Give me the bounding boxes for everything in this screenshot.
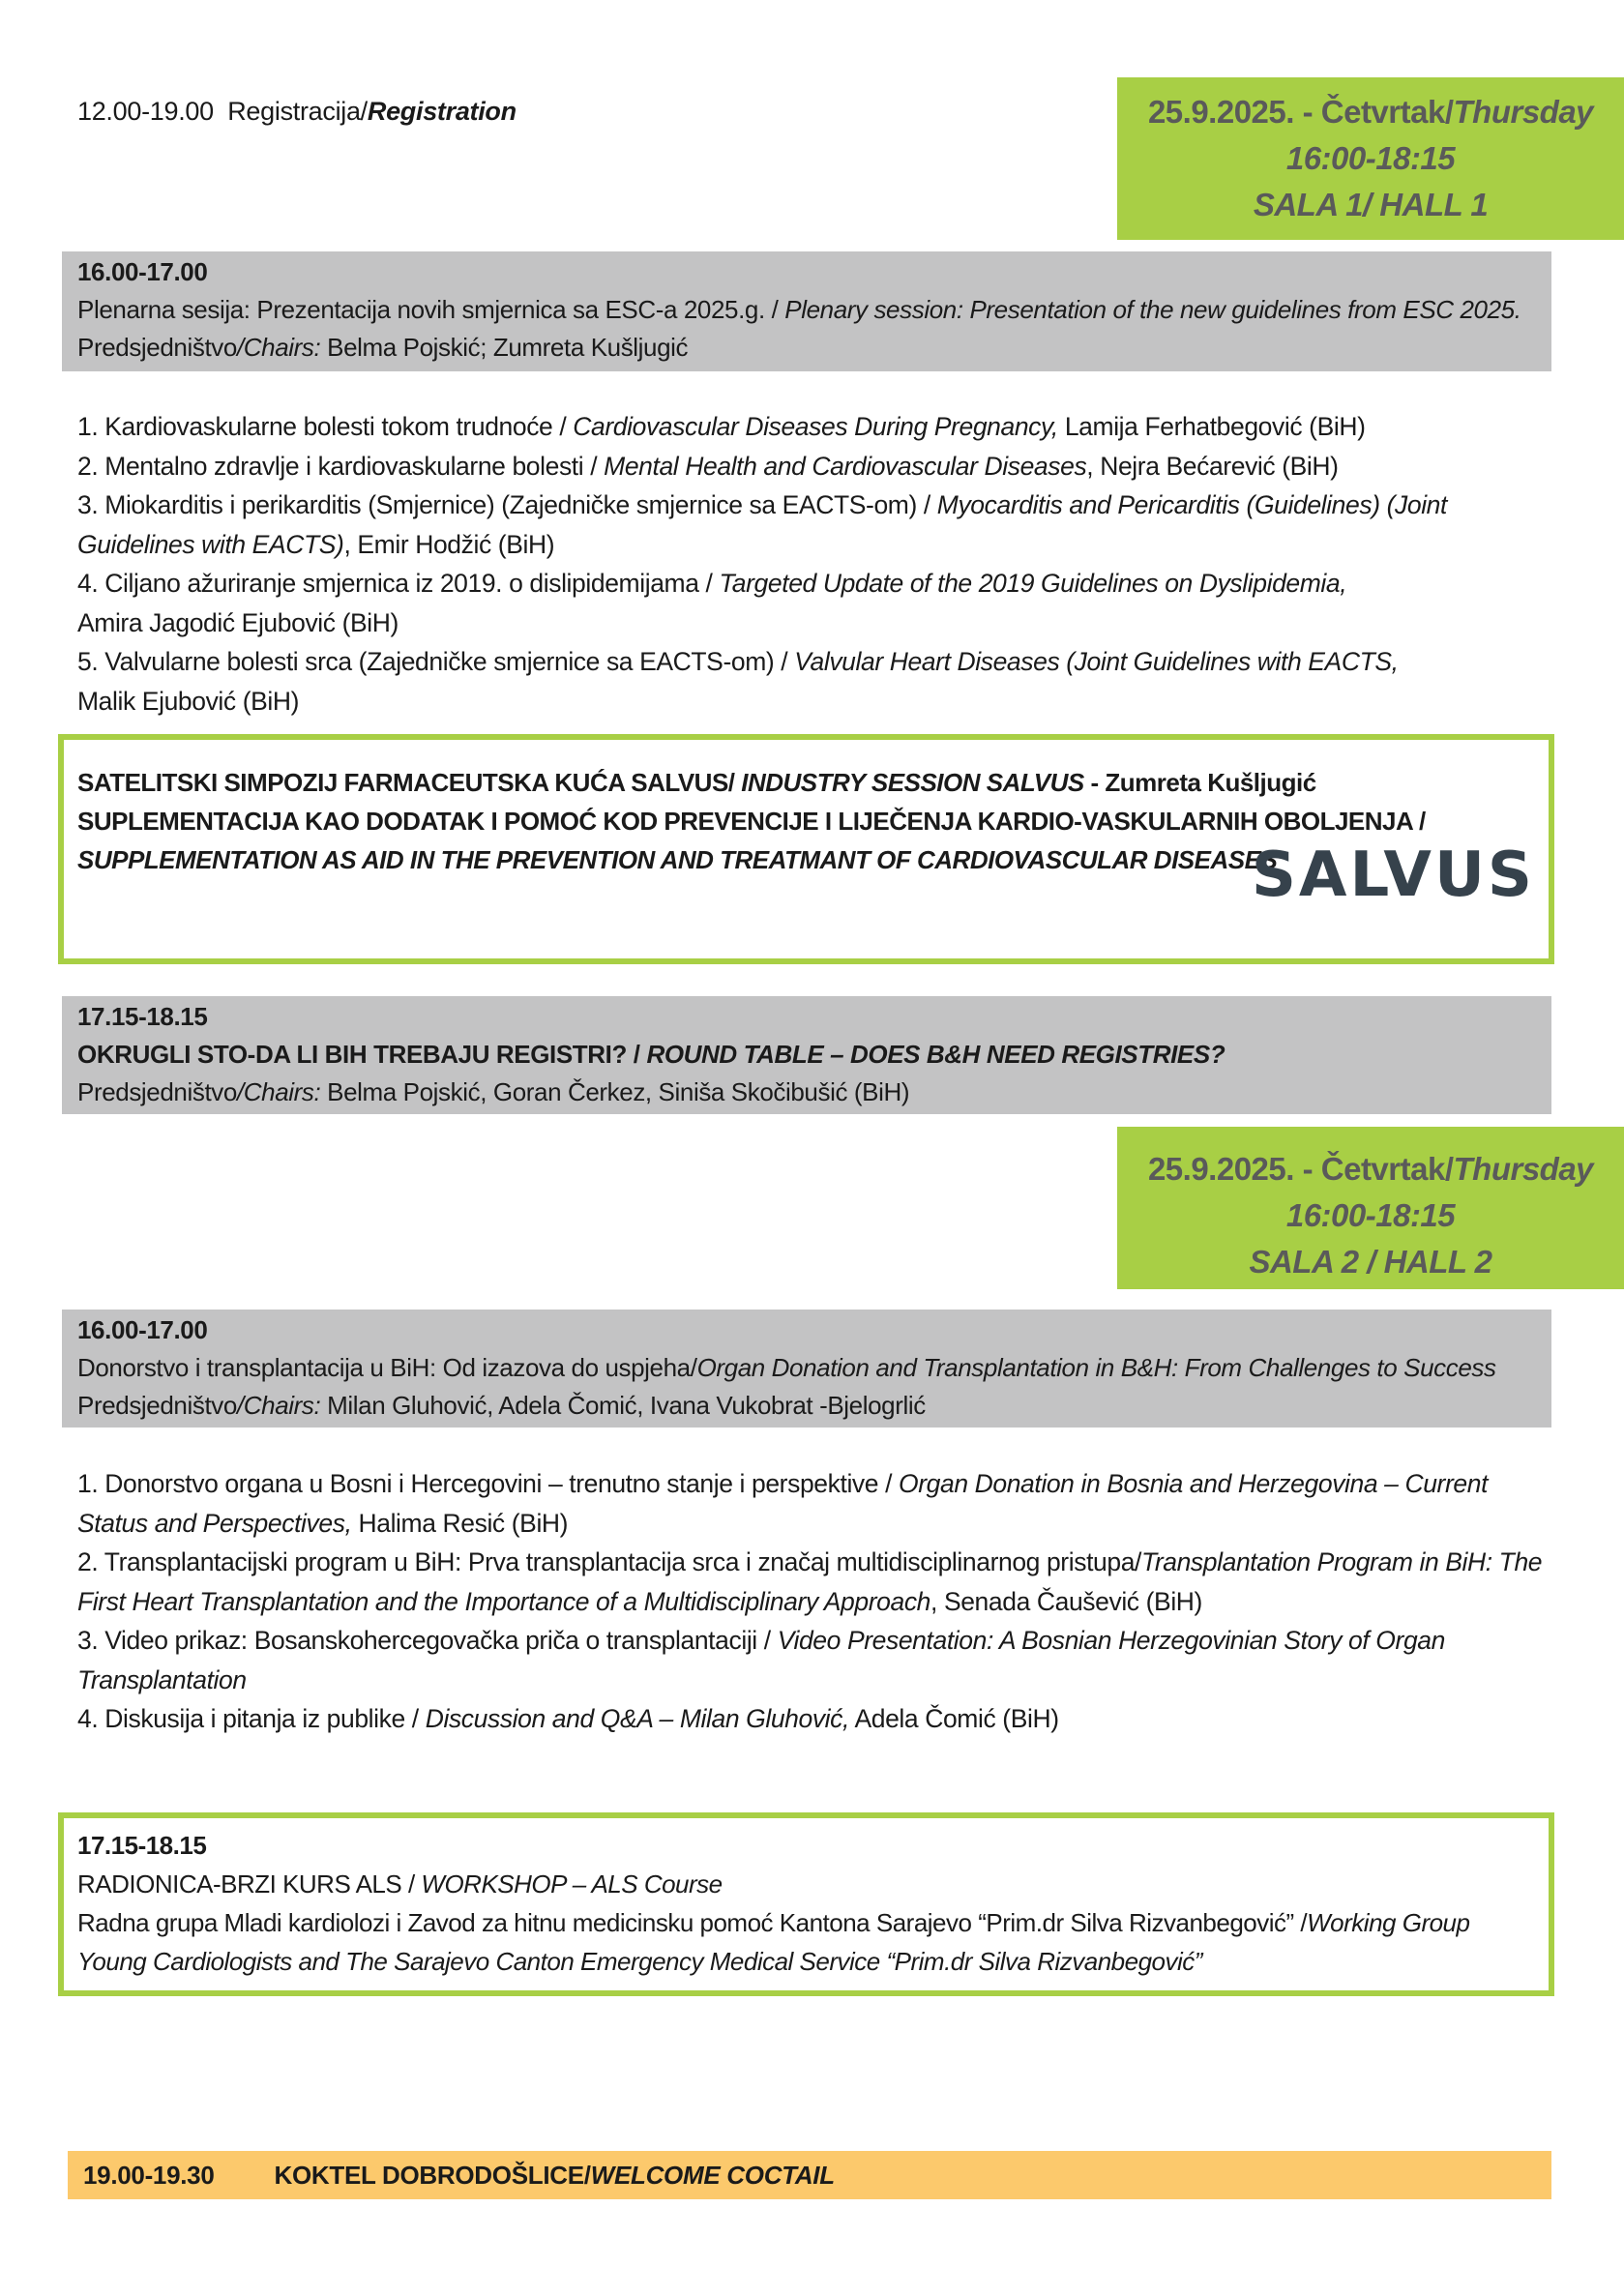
roundtable-chairs-label: Predsjedništvo	[77, 1077, 237, 1106]
list-item	[77, 1621, 1548, 1699]
talk-speaker: Adela Čomić (BiH)	[848, 1704, 1059, 1733]
list-item	[77, 486, 1548, 564]
salvus-session-box	[58, 734, 1554, 964]
plenary-time: 16.00-17.00	[77, 257, 208, 286]
roundtable-title: OKRUGLI STO-DA LI BIH TREBAJU REGISTRI? /	[77, 1040, 647, 1069]
list-item	[77, 1699, 1548, 1739]
roundtable-chairs: Belma Pojskić, Goran Čerkez, Siniša Skočibušić (BiH)	[320, 1077, 910, 1106]
talk-title-en: Myocarditis and Pericarditis (Guidelines) (Joint Guidelines with EACTS)	[77, 490, 1447, 559]
hall2-date: 25.9.2025. - Četvrtak/	[1147, 1151, 1454, 1187]
donation-title-en: Organ Donation and Transplantation in B&H: From Challenges to Success	[696, 1353, 1496, 1382]
donation-chairs-label: Predsjedništvo	[77, 1391, 237, 1420]
talk-speaker: Halima Resić (BiH)	[351, 1508, 569, 1538]
talk-speaker: Amira Jagodić Ejubović (BiH)	[77, 607, 399, 637]
talk-title: 2. Mentalno zdravlje i kardiovaskularne bolesti /	[77, 451, 605, 481]
workshop-time: 17.15-18.15	[77, 1831, 207, 1860]
talk-title: 2. Transplantacijski program u BiH: Prva transplantacija srca i značaj multidisciplinarnog pristupa/	[77, 1547, 1142, 1576]
salvus-logo: SALVUS	[1251, 839, 1535, 911]
plenary-title: Plenarna sesija: Prezentacija novih smjernica sa ESC-a 2025.g. /	[77, 295, 785, 324]
roundtable-title-en: ROUND TABLE – DOES B&H NEED REGISTRIES?	[646, 1040, 1225, 1069]
cocktail-time: 19.00-19.30	[83, 2161, 215, 2190]
registration-time: 12.00-19.00	[77, 97, 214, 126]
workshop-group: Radna grupa Mladi kardiolozi i Zavod za hitnu medicinsku pomoć Kantona Sarajevo “Prim.dr Silva Rizvanbegović” /	[77, 1908, 1308, 1937]
workshop-box	[58, 1812, 1554, 1996]
plenary-chairs-label: Predsjedništvo	[77, 333, 237, 362]
registration-line	[77, 97, 517, 127]
workshop-title: RADIONICA-BRZI KURS ALS /	[77, 1869, 422, 1899]
salvus-line1: SATELITSKI SIMPOZIJ FARMACEUTSKA KUĆA SALVUS/	[77, 768, 742, 797]
talk-speaker: , Senada Čaušević (BiH)	[930, 1586, 1202, 1616]
cocktail-title: KOKTEL DOBRODOŠLICE/	[274, 2161, 591, 2190]
hall1-header	[1117, 77, 1624, 240]
salvus-line2-en: SUPPLEMENTATION AS AID IN THE PREVENTION AND TREATMANT OF CARDIOVASCULAR DISEASES	[77, 845, 1278, 874]
plenary-chairs-label-en: /Chairs:	[236, 333, 321, 362]
roundtable-time: 17.15-18.15	[77, 1002, 208, 1031]
cocktail-title-en: WELCOME COCTAIL	[590, 2161, 835, 2190]
talk-speaker: Malik Ejubović (BiH)	[77, 686, 300, 716]
talk-title: 4. Diskusija i pitanja iz publike /	[77, 1704, 426, 1733]
roundtable-chairs-label-en: /Chairs:	[236, 1077, 321, 1106]
talk-title: 3. Video prikaz: Bosanskohercegovačka priča o transplantaciji /	[77, 1626, 778, 1655]
talk-title-en: Organ Donation in Bosnia and Herzegovina – Current Status and Perspectives,	[77, 1469, 1489, 1538]
talk-title: 3. Miokarditis i perikarditis (Smjernice) (Zajedničke smjernice sa EACTS-om) /	[77, 490, 937, 519]
talk-title: 5. Valvularne bolesti srca (Zajedničke smjernice sa EACTS-om) /	[77, 647, 795, 676]
hall1-time: 16:00-18:15	[1285, 140, 1456, 176]
donation-session-header	[62, 1310, 1551, 1428]
donation-talk-list	[77, 1464, 1548, 1739]
talk-title-en: Valvular Heart Diseases (Joint Guidelines with EACTS,	[794, 647, 1399, 676]
hall1-date-en: Thursday	[1453, 94, 1594, 130]
plenary-session-header	[62, 251, 1551, 371]
donation-title: Donorstvo i transplantacija u BiH: Od izazova do uspjeha/	[77, 1353, 697, 1382]
list-item	[77, 447, 1548, 486]
list-item	[77, 1543, 1548, 1621]
plenary-chairs: Belma Pojskić; Zumreta Kušljugić	[320, 333, 689, 362]
hall2-date-en: Thursday	[1453, 1151, 1594, 1187]
donation-time: 16.00-17.00	[77, 1315, 208, 1344]
talk-speaker: , Nejra Bećarević (BiH)	[1086, 451, 1339, 481]
salvus-line2: SUPLEMENTACIJA KAO DODATAK I POMOĆ KOD PREVENCIJE I LIJEČENJA KARDIO-VASKULARNIH OBOLJENJA /	[77, 807, 1426, 836]
talk-title-en: Mental Health and Cardiovascular Diseases	[604, 451, 1087, 481]
list-item	[77, 1464, 1548, 1543]
list-item	[77, 407, 1548, 447]
list-item	[77, 564, 1548, 642]
hall2-hall: SALA 2 / HALL 2	[1249, 1244, 1492, 1280]
donation-chairs: Milan Gluhović, Adela Čomić, Ivana Vukobrat -Bjelogrlić	[320, 1391, 926, 1420]
talk-title: 4. Ciljano ažuriranje smjernica iz 2019. o dislipidemijama /	[77, 569, 720, 598]
talk-title-en: Transplantation Program in BiH: The First Heart Transplantation and the Importance of a Multidisciplinary Approach	[77, 1547, 1543, 1616]
registration-label: Registracija/	[227, 97, 368, 126]
hall2-header	[1117, 1127, 1624, 1289]
list-item	[77, 642, 1548, 721]
plenary-talk-list	[77, 407, 1548, 721]
talk-speaker: , Emir Hodžić (BiH)	[343, 529, 555, 559]
workshop-title-en: WORKSHOP – ALS Course	[421, 1869, 723, 1899]
talk-speaker: Lamija Ferhatbegović (BiH)	[1057, 412, 1366, 441]
workshop-group-en: Working Group Young Cardiologists and The Sarajevo Canton Emergency Medical Service “Prim.dr Silva Rizvanbegović”	[77, 1908, 1470, 1976]
talk-title-en: Discussion and Q&A – Milan Gluhović,	[425, 1704, 849, 1733]
talk-title-en: Targeted Update of the 2019 Guidelines on Dyslipidemia,	[719, 569, 1347, 598]
salvus-line1-en: INDUSTRY SESSION SALVUS	[741, 768, 1084, 797]
registration-label-en: Registration	[367, 97, 517, 126]
talk-title: 1. Kardiovaskularne bolesti tokom trudnoće /	[77, 412, 574, 441]
hall2-time: 16:00-18:15	[1285, 1197, 1456, 1233]
talk-title: 1. Donorstvo organa u Bosni i Hercegovini – trenutno stanje i perspektive /	[77, 1469, 900, 1498]
donation-chairs-label-en: /Chairs:	[236, 1391, 321, 1420]
plenary-title-en: Plenary session: Presentation of the new guidelines from ESC 2025.	[784, 295, 1521, 324]
hall1-hall: SALA 1/ HALL 1	[1253, 187, 1489, 222]
talk-title-en: Video Presentation: A Bosnian Herzegovinian Story of Organ Transplantation	[77, 1626, 1445, 1694]
salvus-speaker: - Zumreta Kušljugić	[1083, 768, 1316, 797]
cocktail-bar	[68, 2151, 1551, 2199]
hall1-date: 25.9.2025. - Četvrtak/	[1147, 94, 1454, 130]
talk-title-en: Cardiovascular Diseases During Pregnancy,	[573, 412, 1058, 441]
roundtable-header	[62, 996, 1551, 1114]
